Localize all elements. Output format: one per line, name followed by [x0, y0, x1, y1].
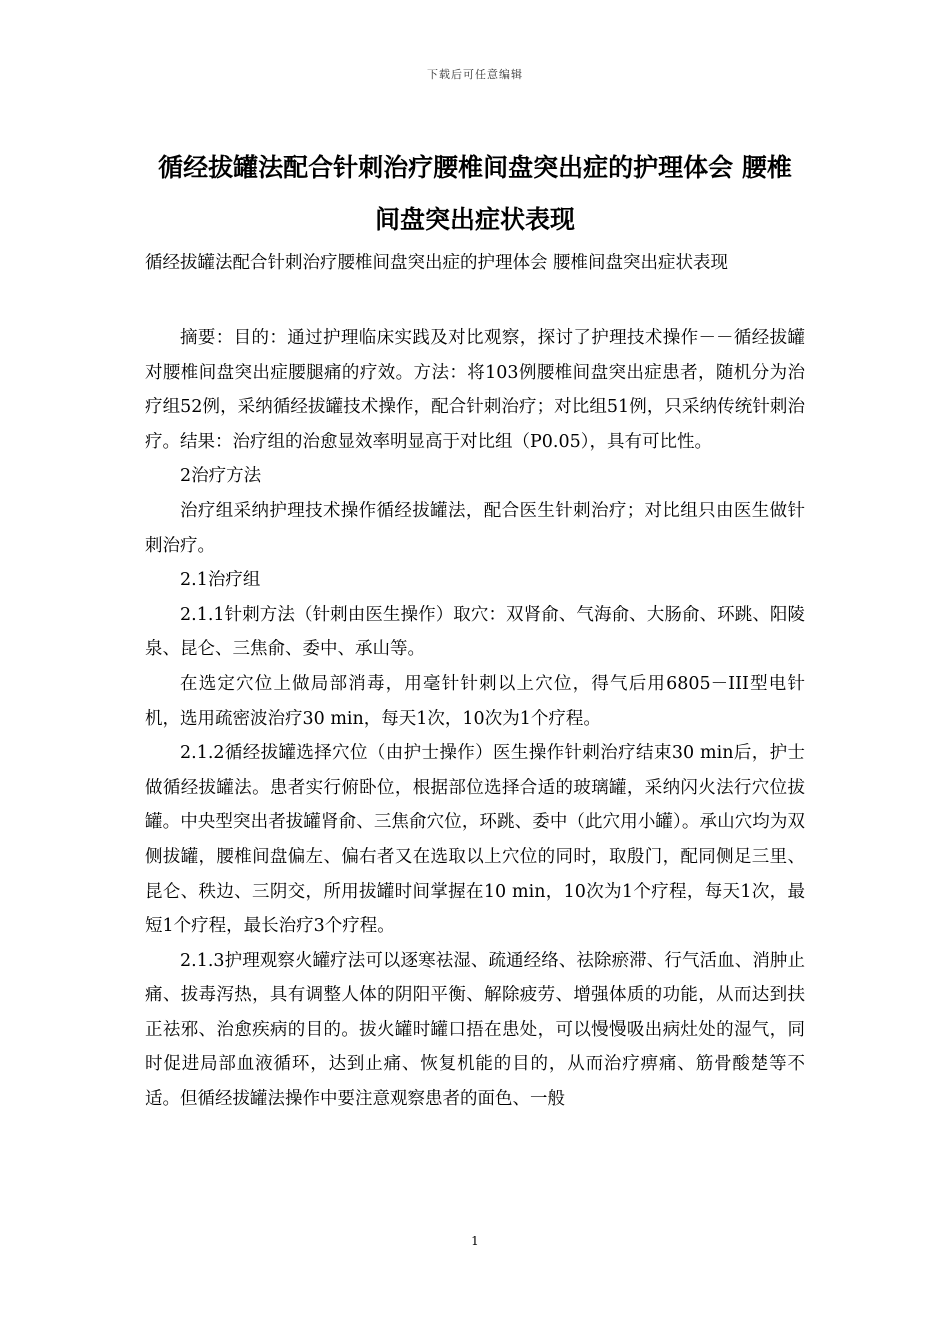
header-note: 下载后可任意编辑 — [427, 68, 523, 81]
section-heading-treatment-methods: 2治疗方法 — [180, 466, 262, 487]
body-paragraph: 2.1.3护理观察火罐疗法可以逐寒祛湿、疏通经络、祛除瘀滞、行气活血、消肿止痛、拔毒泻热，具有调整人体的阴阳平衡、解除疲劳、增强体质的功能，从而达到扶正祛邪、治愈疾病的目的。拔火罐时罐口捂在患处，可以慢慢吸出病灶处的湿气，同时促进局部血液循环，达到止痛、恢复机能的目的，从而治疗痹痛、筋骨酸楚等不适。但循经拔罐法操作中要注意观察患者的面色、一般 — [145, 950, 805, 1110]
document-subtitle: 循经拔罐法配合针刺治疗腰椎间盘突出症的护理体会 腰椎间盘突出症状表现 — [145, 253, 729, 273]
section-heading-treatment-group: 2.1治疗组 — [180, 570, 261, 591]
body-paragraph: 治疗组采纳护理技术操作循经拔罐法，配合医生针刺治疗；对比组只由医生做针刺治疗。 — [145, 500, 805, 556]
abstract-paragraph: 摘要：目的：通过护理临床实践及对比观察，探讨了护理技术操作－－循经拔罐对腰椎间盘突出症腰腿痛的疗效。方法：将103例腰椎间盘突出症患者，随机分为治疗组52例，采纳循经拔罐技术操作，配合针刺治疗；对比组51例，只采纳传统针刺治疗。结果：治疗组的治愈显效率明显高于对比组（P0.05），具有可比性。 — [145, 328, 805, 452]
body-paragraph: 2.1.1针刺方法（针刺由医生操作）取穴：双肾俞、气海俞、大肠俞、环跳、阳陵泉、昆仑、三焦俞、委中、承山等。 — [145, 604, 805, 660]
body-paragraph: 在选定穴位上做局部消毒，用毫针针刺以上穴位，得气后用6805－III型电针机，选用疏密波治疗30 min，每天1次，10次为1个疗程。 — [145, 673, 805, 729]
page-number: 1 — [471, 1234, 479, 1248]
document-title — [110, 142, 840, 246]
title-line-1: 循经拔罐法配合针刺治疗腰椎间盘突出症的护理体会 腰椎 — [158, 153, 792, 182]
title-line-2: 间盘突出症状表现 — [374, 205, 575, 234]
document-body — [145, 321, 805, 1117]
body-paragraph: 2.1.2循经拔罐选择穴位（由护士操作）医生操作针刺治疗结束30 min后，护士做循经拔罐法。患者实行俯卧位，根据部位选择合适的玻璃罐，采纳闪火法行穴位拔罐。中央型突出者拔罐肾俞、三焦俞穴位，环跳、委中（此穴用小罐）。承山穴均为双侧拔罐，腰椎间盘偏左、偏右者又在选取以上穴位的同时，取殷门，配同侧足三里、昆仑、秩边、三阴交，所用拔罐时间掌握在10 min，10次为1个疗程，每天1次，最短1个疗程，最长治疗3个疗程。 — [145, 743, 805, 937]
